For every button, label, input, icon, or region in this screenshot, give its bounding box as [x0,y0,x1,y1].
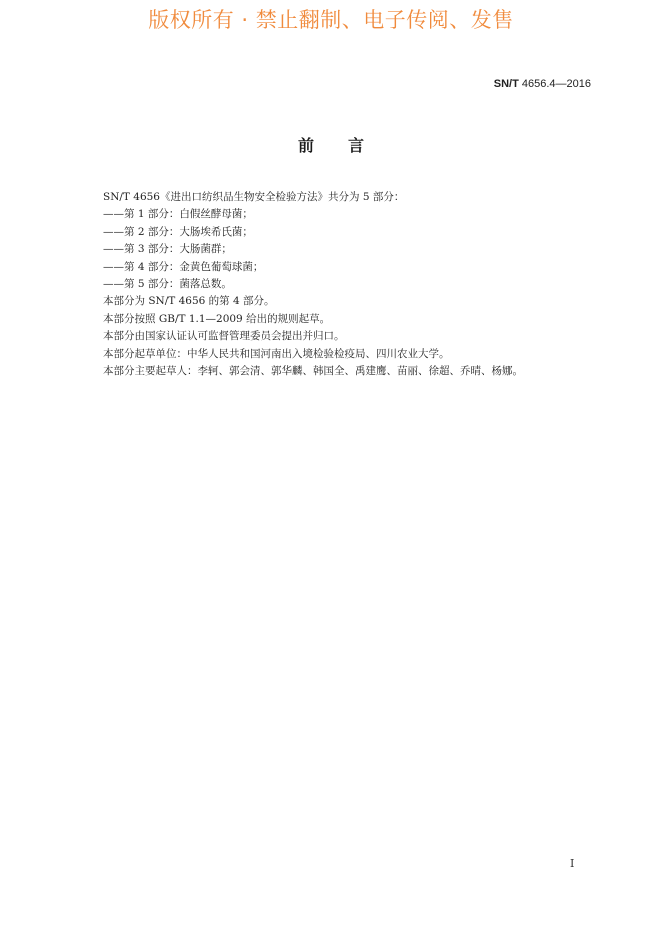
standard-code-number: 4656.4—2016 [518,78,591,90]
list-item-part-2: ——第 2 部分：大肠埃希氏菌； [103,225,253,238]
foreword-body [103,189,583,380]
paragraph-drafting-rules: 本部分按照 GB/T 1.1—2009 给出的规则起草。 [103,312,331,325]
foreword-title: 前言 [297,136,398,155]
list-item-part-4: ——第 4 部分：金黄色葡萄球菌； [103,260,264,273]
copyright-watermark: 版权所有 · 禁止翻制、电子传阅、发售 [148,8,514,32]
standard-code-prefix: SN/T [493,78,519,90]
page-number: I [570,857,575,870]
list-item-part-3: ——第 3 部分：大肠菌群； [103,243,232,256]
paragraph-series-intro: SN/T 4656《进出口纺织品生物安全检验方法》共分为 5 部分： [103,191,405,203]
paragraph-proposed-by: 本部分由国家认证认可监督管理委员会提出并归口。 [103,330,345,343]
paragraph-drafters: 本部分主要起草人：李轲、郭会清、郭华麟、韩国全、禹建鹰、苗丽、徐超、乔晴、杨娜。 [103,364,523,377]
paragraph-this-part: 本部分为 SN/T 4656 的第 4 部分。 [103,295,275,308]
list-item-part-5: ——第 5 部分：菌落总数。 [103,277,232,290]
standard-code [494,77,591,91]
paragraph-drafting-units: 本部分起草单位：中华人民共和国河南出入境检验检疫局、四川农业大学。 [103,347,450,360]
list-item-part-1: ——第 1 部分：白假丝酵母菌； [103,208,253,221]
